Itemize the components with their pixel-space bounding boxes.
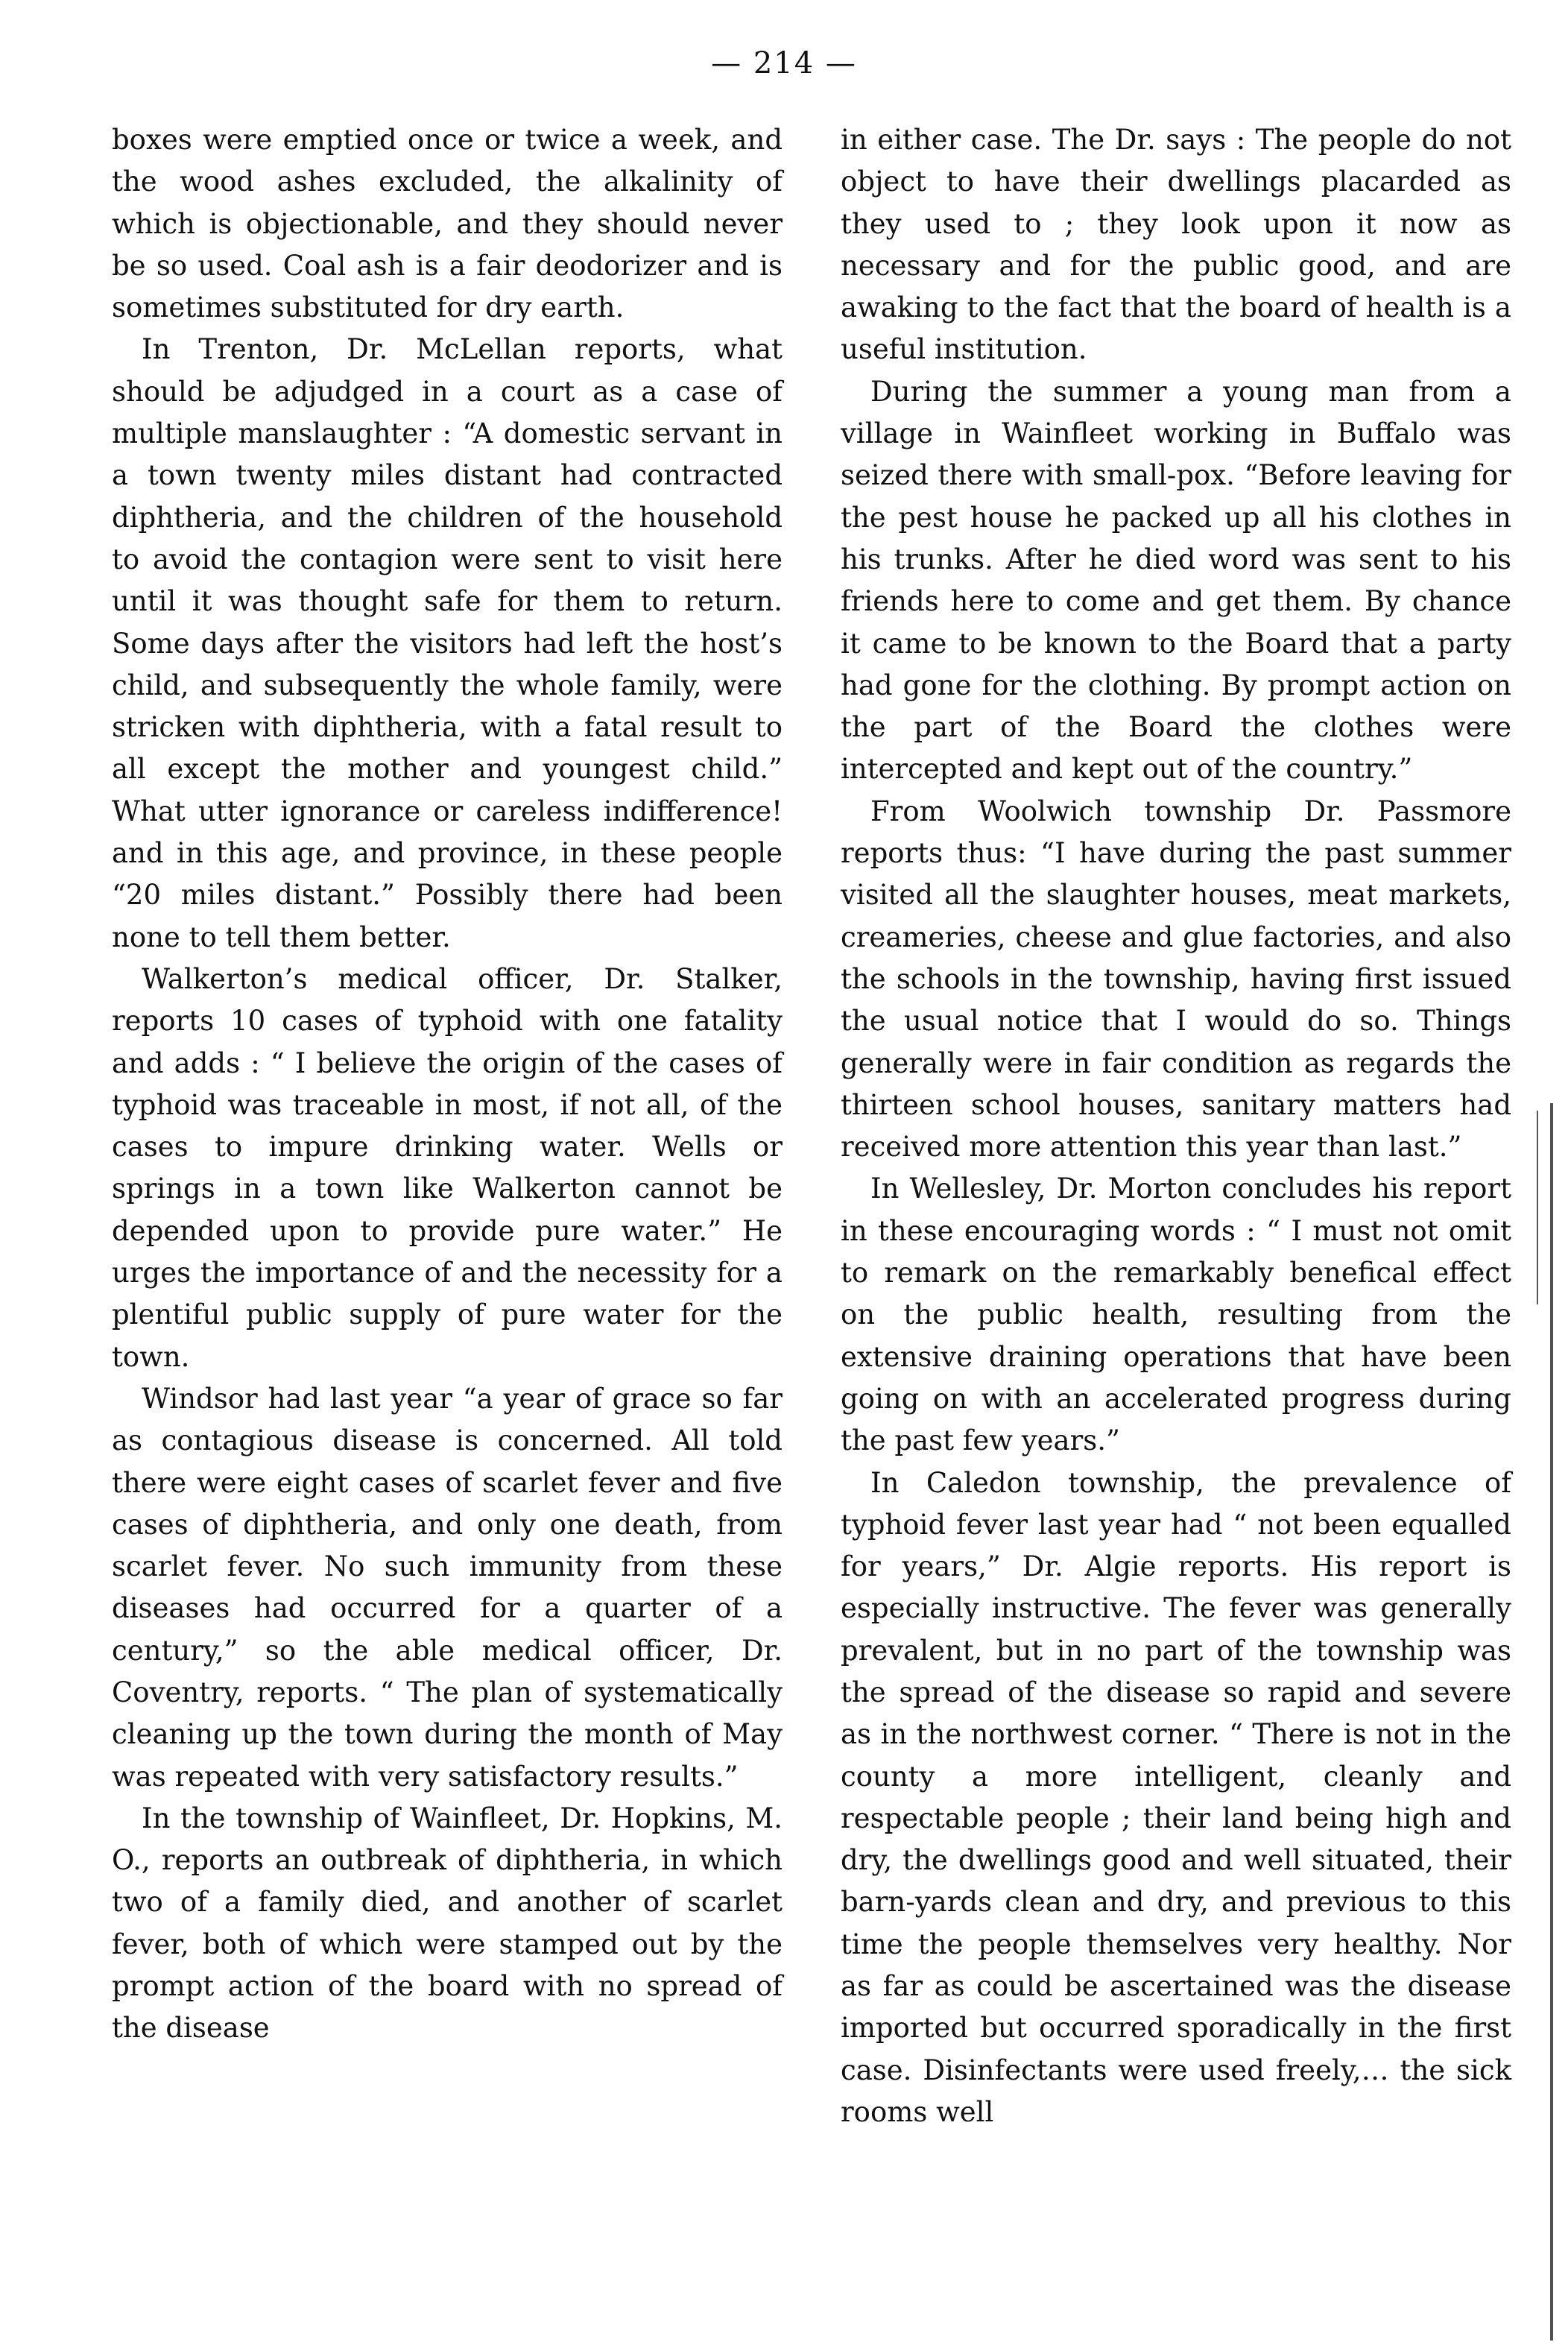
paragraph: Windsor had last year “a year of grace so far as contagious disease is concerned. All told there were eight cases of scarlet fever and five cases of diphtheria, and only one death, from scarlet fever. No such immunity from these diseases had occurred for a quarter of a century,” so the able medical officer, Dr. Coventry, reports. “ The plan of systematically cleaning up the town during the month of May was repeated with very satisfactory results.” <box>112 1382 783 1793</box>
paragraph: In Wellesley, Dr. Morton concludes his report in these encouraging words : “ I must not omit to remark on the remarkably benefical effect on the public health, resulting from the extensive draining operations that have been going on with an accelerated progress during the past few years.” <box>841 1172 1511 1457</box>
paragraph: From Woolwich township Dr. Passmore reports thus: “I have during the past summer visited all the slaughter houses, meat markets, creameries, cheese and glue factories, and also the schools in the township, having first issued the usual notice that I would do so. Things generally were in fair condition as regards the thirteen school houses, sanitary matters had received more attention this year than last.” <box>841 795 1511 1164</box>
paragraph: boxes were emptied once or twice a week, and the wood ashes excluded, the alkalinity of which is objectionable, and they should never be so used. Coal ash is a fair deodorizer and is sometimes substituted for dry earth. <box>112 124 783 324</box>
paragraph: Walkerton’s medical officer, Dr. Stalker, reports 10 cases of typhoid with one fatality and adds : “ I believe the origin of the cases of typhoid was traceable in most, if not all, of the cases to impure drinking water. Wells or springs in a town like Walkerton cannot be depended upon to provide pure water.” He urges the importance of and the necessity for a plentiful public supply of pure water for the town. <box>112 962 783 1373</box>
left-column <box>112 119 783 2050</box>
paragraph: In the township of Wainfleet, Dr. Hopkins, M. O., reports an outbreak of diphtheria, in which two of a family died, and another of scarlet fever, both of which were stamped out by the prompt action of the board with no spread of the disease <box>112 1802 783 2045</box>
right-column <box>841 119 1511 2133</box>
paragraph: During the summer a young man from a village in Wainfleet working in Buffalo was seized there with small-pox. “Before leaving for the pest house he packed up all his clothes in his trunks. After he died word was sent to his friends here to come and get them. By chance it came to be known to the Board that a party had gone for the clothing. By prompt action on the part of the Board the clothes were intercepted and kept out of the country.” <box>841 375 1511 786</box>
page-edge-scan-mark <box>1550 1103 1558 2341</box>
paragraph: in either case. The Dr. says : The people do not object to have their dwellings placarded as they used to ; they look upon it now as necessary and for the public good, and are awaking to the fact that the board of health is a useful institution. <box>841 124 1511 366</box>
paragraph: In Caledon township, the prevalence of typhoid fever last year had “ not been equalled for years,” Dr. Algie reports. His report is especially instructive. The fever was generally prevalent, but in no part of the township was the spread of the disease so rapid and severe as in the northwest corner. “ There is not in the county a more intelligent, cleanly and respectable people ; their land being high and dry, the dwellings good and well situated, their barn-yards clean and dry, and previous to this time the people themselves very healthy. Nor as far as could be ascertained was the disease imported but occurred sporadically in the first case. Disinfectants were used freely,… the sick rooms well <box>841 1466 1511 2128</box>
page-edge-tick-mark <box>1537 1111 1538 1304</box>
page-number: — 214 — <box>711 46 857 81</box>
paragraph: In Trenton, Dr. McLellan reports, what should be adjudged in a court as a case of multiple manslaughter : “A domestic servant in a town twenty miles distant had contracted diphtheria, and the children of the household to avoid the contagion were sent to visit here until it was thought safe for them to return. Some days after the visitors had left the host’s child, and subsequently the whole family, were stricken with diphtheria, with a fatal result to all except the mother and youngest child.” What utter ignorance or careless indifference! and in this age, and province, in these people “20 miles distant.” Possibly there had been none to tell them better. <box>112 333 783 953</box>
